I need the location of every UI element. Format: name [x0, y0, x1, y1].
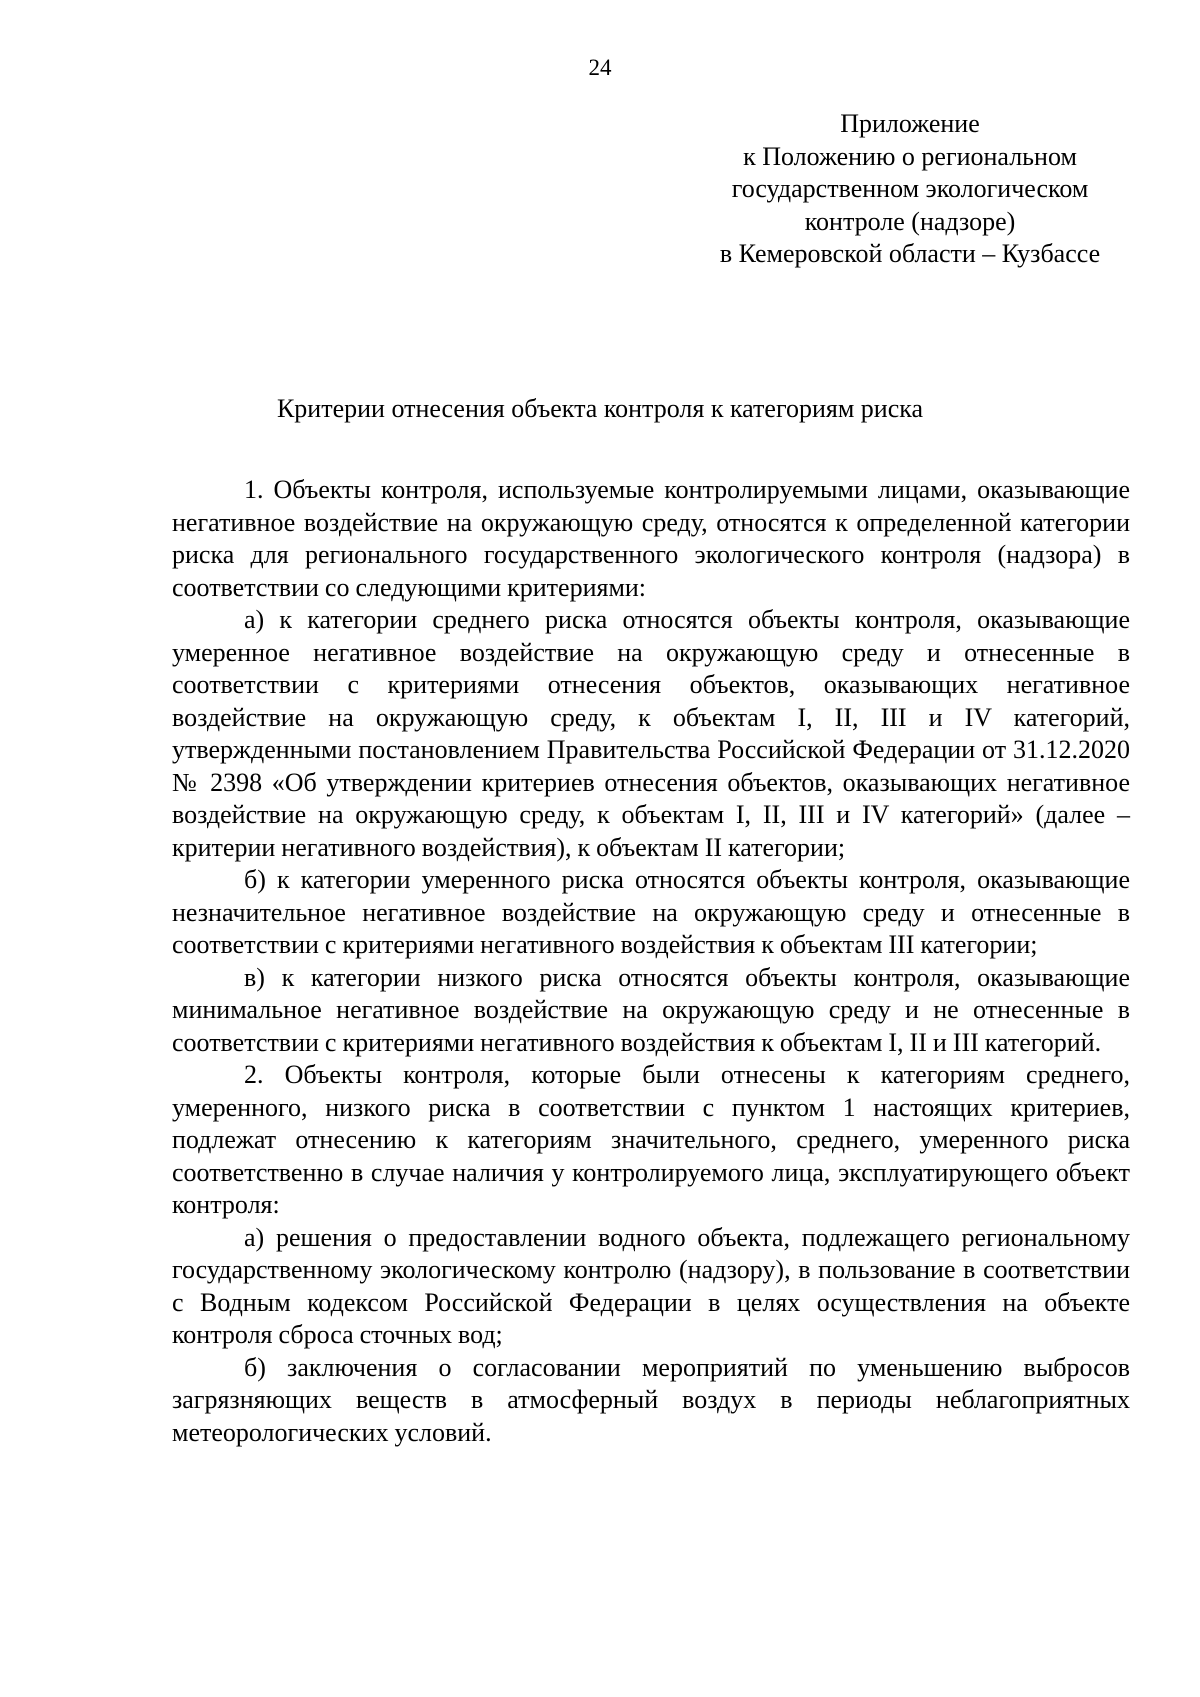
page-number: 24: [588, 55, 612, 80]
paragraph-1: 1. Объекты контроля, используемые контролируемыми лицами, оказывающие негативное воздействие на окружающую среду, относятся к определенной категории риска для регионального государственного экологического контроля (надзора) в соответствии со следующими критериями:: [172, 475, 1130, 602]
appendix-line: в Кемеровской области – Кузбассе: [719, 239, 1101, 268]
appendix-line: к Положению о региональном: [743, 141, 1077, 171]
appendix-line: Приложение: [840, 109, 980, 138]
paragraph-1b: б) к категории умеренного риска относятся объекты контроля, оказывающие незначительное негативное воздействие на окружающую среду и отнесенные в соответствии с критериями негативного воздействия к объектам III категории;: [172, 865, 1130, 959]
paragraph-2a: а) решения о предоставлении водного объекта, подлежащего региональному государственному экологическому контролю (надзору), в пользование в соответствии с Водным кодексом Российской Федерации в целях осуществления на объекте контроля сброса сточных вод;: [172, 1222, 1130, 1349]
document-body: [172, 474, 1130, 1449]
appendix-line: контроле (надзоре): [804, 206, 1016, 236]
paragraph-2: 2. Объекты контроля, которые были отнесены к категориям среднего, умеренного, низкого риска в соответствии с пунктом 1 настоящих критериев, подлежат отнесению к категориям значительного, среднего, умеренного риска соответственно в случае наличия у контролируемого лица, эксплуатирующего объект контроля:: [172, 1060, 1130, 1219]
paragraph-1a: а) к категории среднего риска относятся объекты контроля, оказывающие умеренное негативное воздействие на окружающую среду и отнесенные в соответствии с критериями отнесения объектов, оказывающих негативное воздействие на окружающую среду, к объектам I, II, III и IV категорий, утвержденными постановлением Правительства Российской Федерации от 31.12.2020 № 2398 «Об утверждении критериев отнесения объектов, оказывающих негативное воздействие на окружающую среду, к объектам I, II, III и IV категорий» (далее – критерии негативного воздействия), к объектам II категории;: [172, 605, 1130, 862]
appendix-line: государственном экологическом: [731, 174, 1089, 203]
paragraph-1c: в) к категории низкого риска относятся объекты контроля, оказывающие минимальное негативное воздействие на окружающую среду и не отнесенные в соответствии с критериями негативного воздействия к объектам I, II и III категорий.: [172, 962, 1130, 1057]
paragraph-2b: б) заключения о согласовании мероприятий по уменьшению выбросов загрязняющих веществ в атмосферный воздух в периоды неблагоприятных метеорологических условий.: [172, 1352, 1130, 1447]
document-title: Критерии отнесения объекта контроля к категориям риска: [276, 394, 924, 423]
appendix-header: [680, 108, 1140, 271]
